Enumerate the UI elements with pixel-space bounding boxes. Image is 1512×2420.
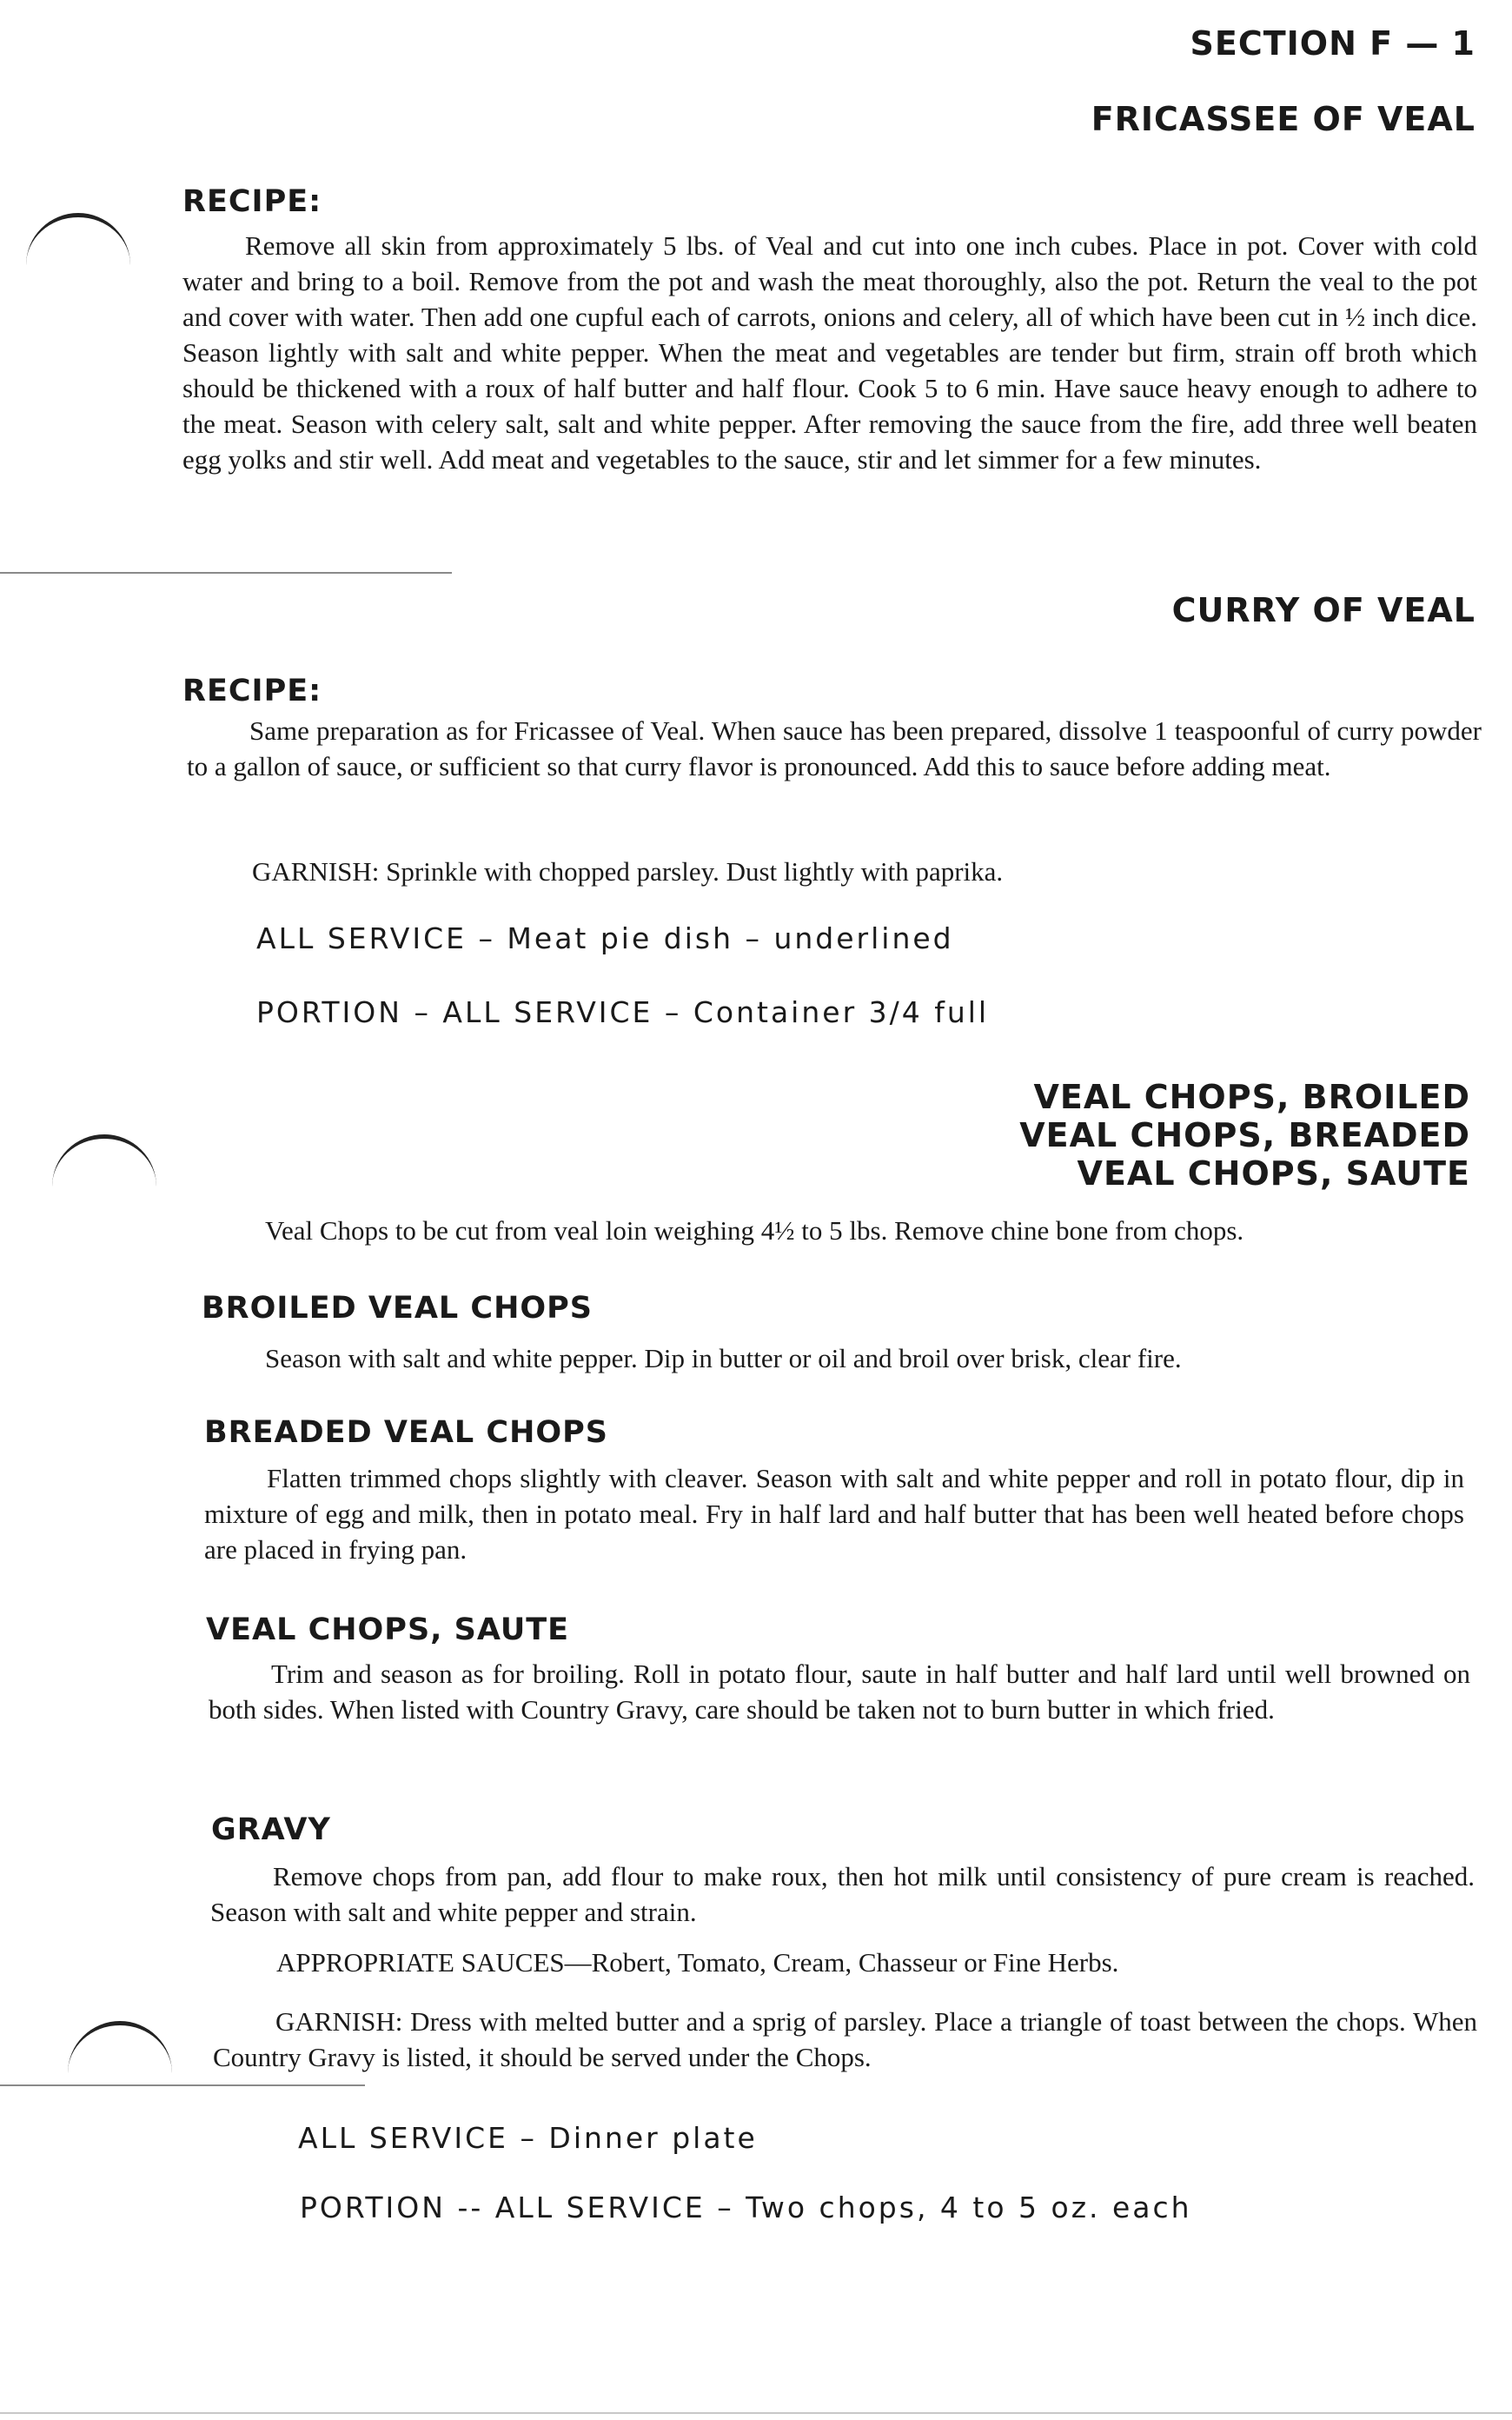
chops-title-broiled: VEAL CHOPS, BROILED	[1033, 1078, 1470, 1116]
chops-title-saute: VEAL CHOPS, SAUTE	[1077, 1154, 1470, 1193]
gravy-text: Remove chops from pan, add flour to make roux, then hot milk until consistency of pure cream is reached. Season with salt and white pepper and strain.	[210, 1861, 1475, 1927]
curry-title: CURRY OF VEAL	[1171, 591, 1476, 629]
curry-portion: PORTION – ALL SERVICE – Container 3/4 full	[256, 995, 990, 1029]
chops-service: ALL SERVICE – Dinner plate	[298, 2121, 758, 2155]
binder-hole-middle	[52, 1134, 156, 1191]
scan-line-divider	[0, 2084, 365, 2086]
page-bottom-edge	[0, 2412, 1512, 2414]
curry-service: ALL SERVICE – Meat pie dish – underlined	[256, 921, 954, 955]
gravy-heading: GRAVY	[211, 1812, 331, 1847]
saute-heading: VEAL CHOPS, SAUTE	[206, 1612, 570, 1647]
fricassee-title: FRICASSEE OF VEAL	[1091, 100, 1476, 138]
chops-garnish: GARNISH: Dress with melted butter and a sprig of parsley. Place a triangle of toast between the chops. When Country Gravy is listed, it should be served under the Chops.	[213, 2006, 1477, 2072]
curry-recipe-text: Same preparation as for Fricassee of Veal. When sauce has been prepared, dissolve 1 teaspoonful of curry powder to a gallon of sauce, or sufficient so that curry flavor is pronounced. Add this to sauce before adding meat.	[187, 715, 1482, 781]
curry-recipe-label: RECIPE:	[182, 674, 322, 708]
breaded-text: Flatten trimmed chops slightly with cleaver. Season with salt and white pepper and roll in potato flour, dip in mixture of egg and milk, then in potato meal. Fry in half lard and half butter that has been well heated before chops are placed in frying pan.	[204, 1463, 1464, 1565]
broiled-text: Season with salt and white pepper. Dip in butter or oil and broil over brisk, clear fire.	[265, 1343, 1182, 1373]
breaded-heading: BREADED VEAL CHOPS	[204, 1415, 608, 1450]
binder-hole-bottom	[68, 2021, 172, 2078]
fricassee-recipe-label: RECIPE:	[182, 184, 322, 219]
fricassee-recipe-text: Remove all skin from approximately 5 lbs. of Veal and cut into one inch cubes. Place in pot. Cover with cold water and bring to a boil. Remove from the pot and wash the meat thoroughly, also the pot. Return the veal to the pot and cover with water. Then add one cupful each of carrots, onions and celery, all of which have been cut in ½ inch dice. Season lightly with salt and white pepper. When the meat and vegetables are tender but firm, strain off broth which should be thickened with a roux of half butter and half flour. Cook 5 to 6 min. Have sauce heavy enough to adhere to the meat. Season with celery salt, salt and white pepper. After removing the sauce from the fire, add three well beaten egg yolks and stir well. Add meat and vegetables to the sauce, stir and let simmer for a few minutes.	[182, 230, 1477, 475]
saute-text: Trim and season as for broiling. Roll in potato flour, saute in half butter and half lard until well browned on both sides. When listed with Country Gravy, care should be taken not to burn butter in which fried.	[209, 1659, 1470, 1725]
broiled-heading: BROILED VEAL CHOPS	[202, 1291, 594, 1326]
chops-portion: PORTION -- ALL SERVICE – Two chops, 4 to 5 oz. each	[300, 2191, 1192, 2224]
appropriate-sauces: APPROPRIATE SAUCES—Robert, Tomato, Cream, Chasseur or Fine Herbs.	[276, 1947, 1119, 1978]
chops-intro: Veal Chops to be cut from veal loin weighing 4½ to 5 lbs. Remove chine bone from chops.	[265, 1215, 1244, 1246]
curry-garnish: GARNISH: Sprinkle with chopped parsley. Dust lightly with paprika.	[252, 856, 1004, 887]
chops-title-breaded: VEAL CHOPS, BREADED	[1019, 1116, 1470, 1154]
scan-line-divider	[0, 572, 452, 574]
binder-hole-top	[26, 213, 130, 269]
chops-title-block	[1019, 1078, 1470, 1193]
section-label: SECTION F — 1	[1190, 24, 1476, 63]
